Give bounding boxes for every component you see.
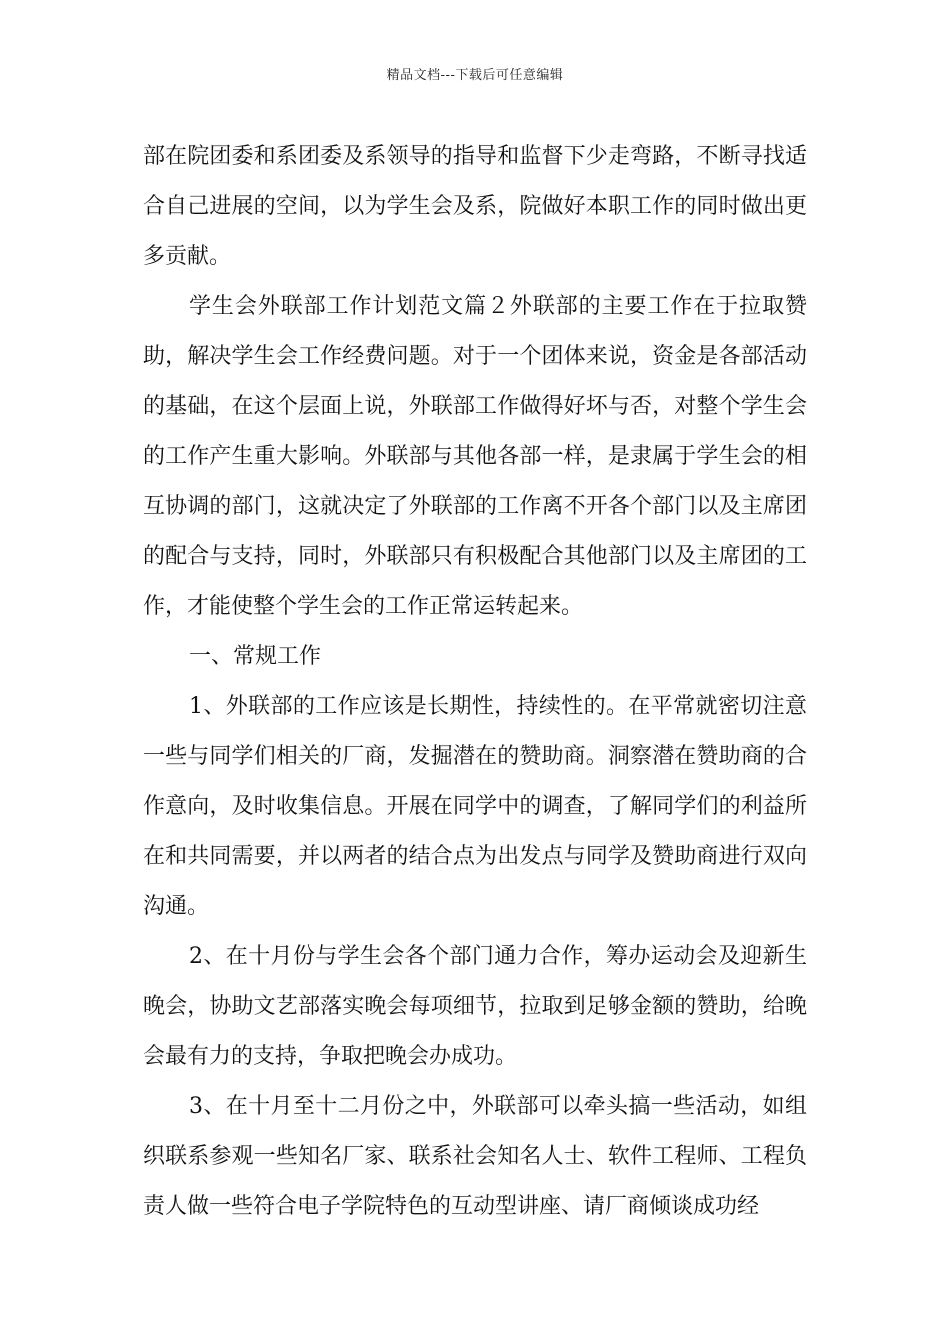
document-body xyxy=(143,132,807,1232)
paragraph-item-1: 1、外联部的工作应该是长期性，持续性的。在平常就密切注意一些与同学们相关的厂商，发掘潜在的赞助商。洞察潜在赞助商的合作意向，及时收集信息。开展在同学中的调查，了解同学们的利益所在和共同需要，并以两者的结合点为出发点与同学及赞助商进行双向沟通。 xyxy=(143,694,807,919)
section-heading: 一、常规工作 xyxy=(189,644,322,669)
paragraph-continuation: 部在院团委和系团委及系领导的指导和监督下少走弯路，不断寻找适合自己进展的空间，以为学生会及系，院做好本职工作的同时做出更多贡献。 xyxy=(143,144,807,269)
page-header: 精品文档---下载后可任意编辑 xyxy=(386,68,564,83)
paragraph-intro: 学生会外联部工作计划范文篇２外联部的主要工作在于拉取赞助，解决学生会工作经费问题。对于一个团体来说，资金是各部活动的基础，在这个层面上说，外联部工作做得好坏与否，对整个学生会的工作产生重大影响。外联部与其他各部一样，是隶属于学生会的相互协调的部门，这就决定了外联部的工作离不开各个部门以及主席团的配合与支持，同时，外联部只有积极配合其他部门以及主席团的工作，才能使整个学生会的工作正常运转起来。 xyxy=(143,294,807,619)
paragraph-item-2: 2、在十月份与学生会各个部门通力合作，筹办运动会及迎新生晚会，协助文艺部落实晚会每项细节，拉取到足够金额的赞助，给晚会最有力的支持，争取把晚会办成功。 xyxy=(143,944,807,1069)
paragraph-item-3: 3、在十月至十二月份之中，外联部可以牵头搞一些活动，如组织联系参观一些知名厂家、联系社会知名人士、软件工程师、工程负责人做一些符合电子学院特色的互动型讲座、请厂商倾谈成功经 xyxy=(143,1094,807,1219)
